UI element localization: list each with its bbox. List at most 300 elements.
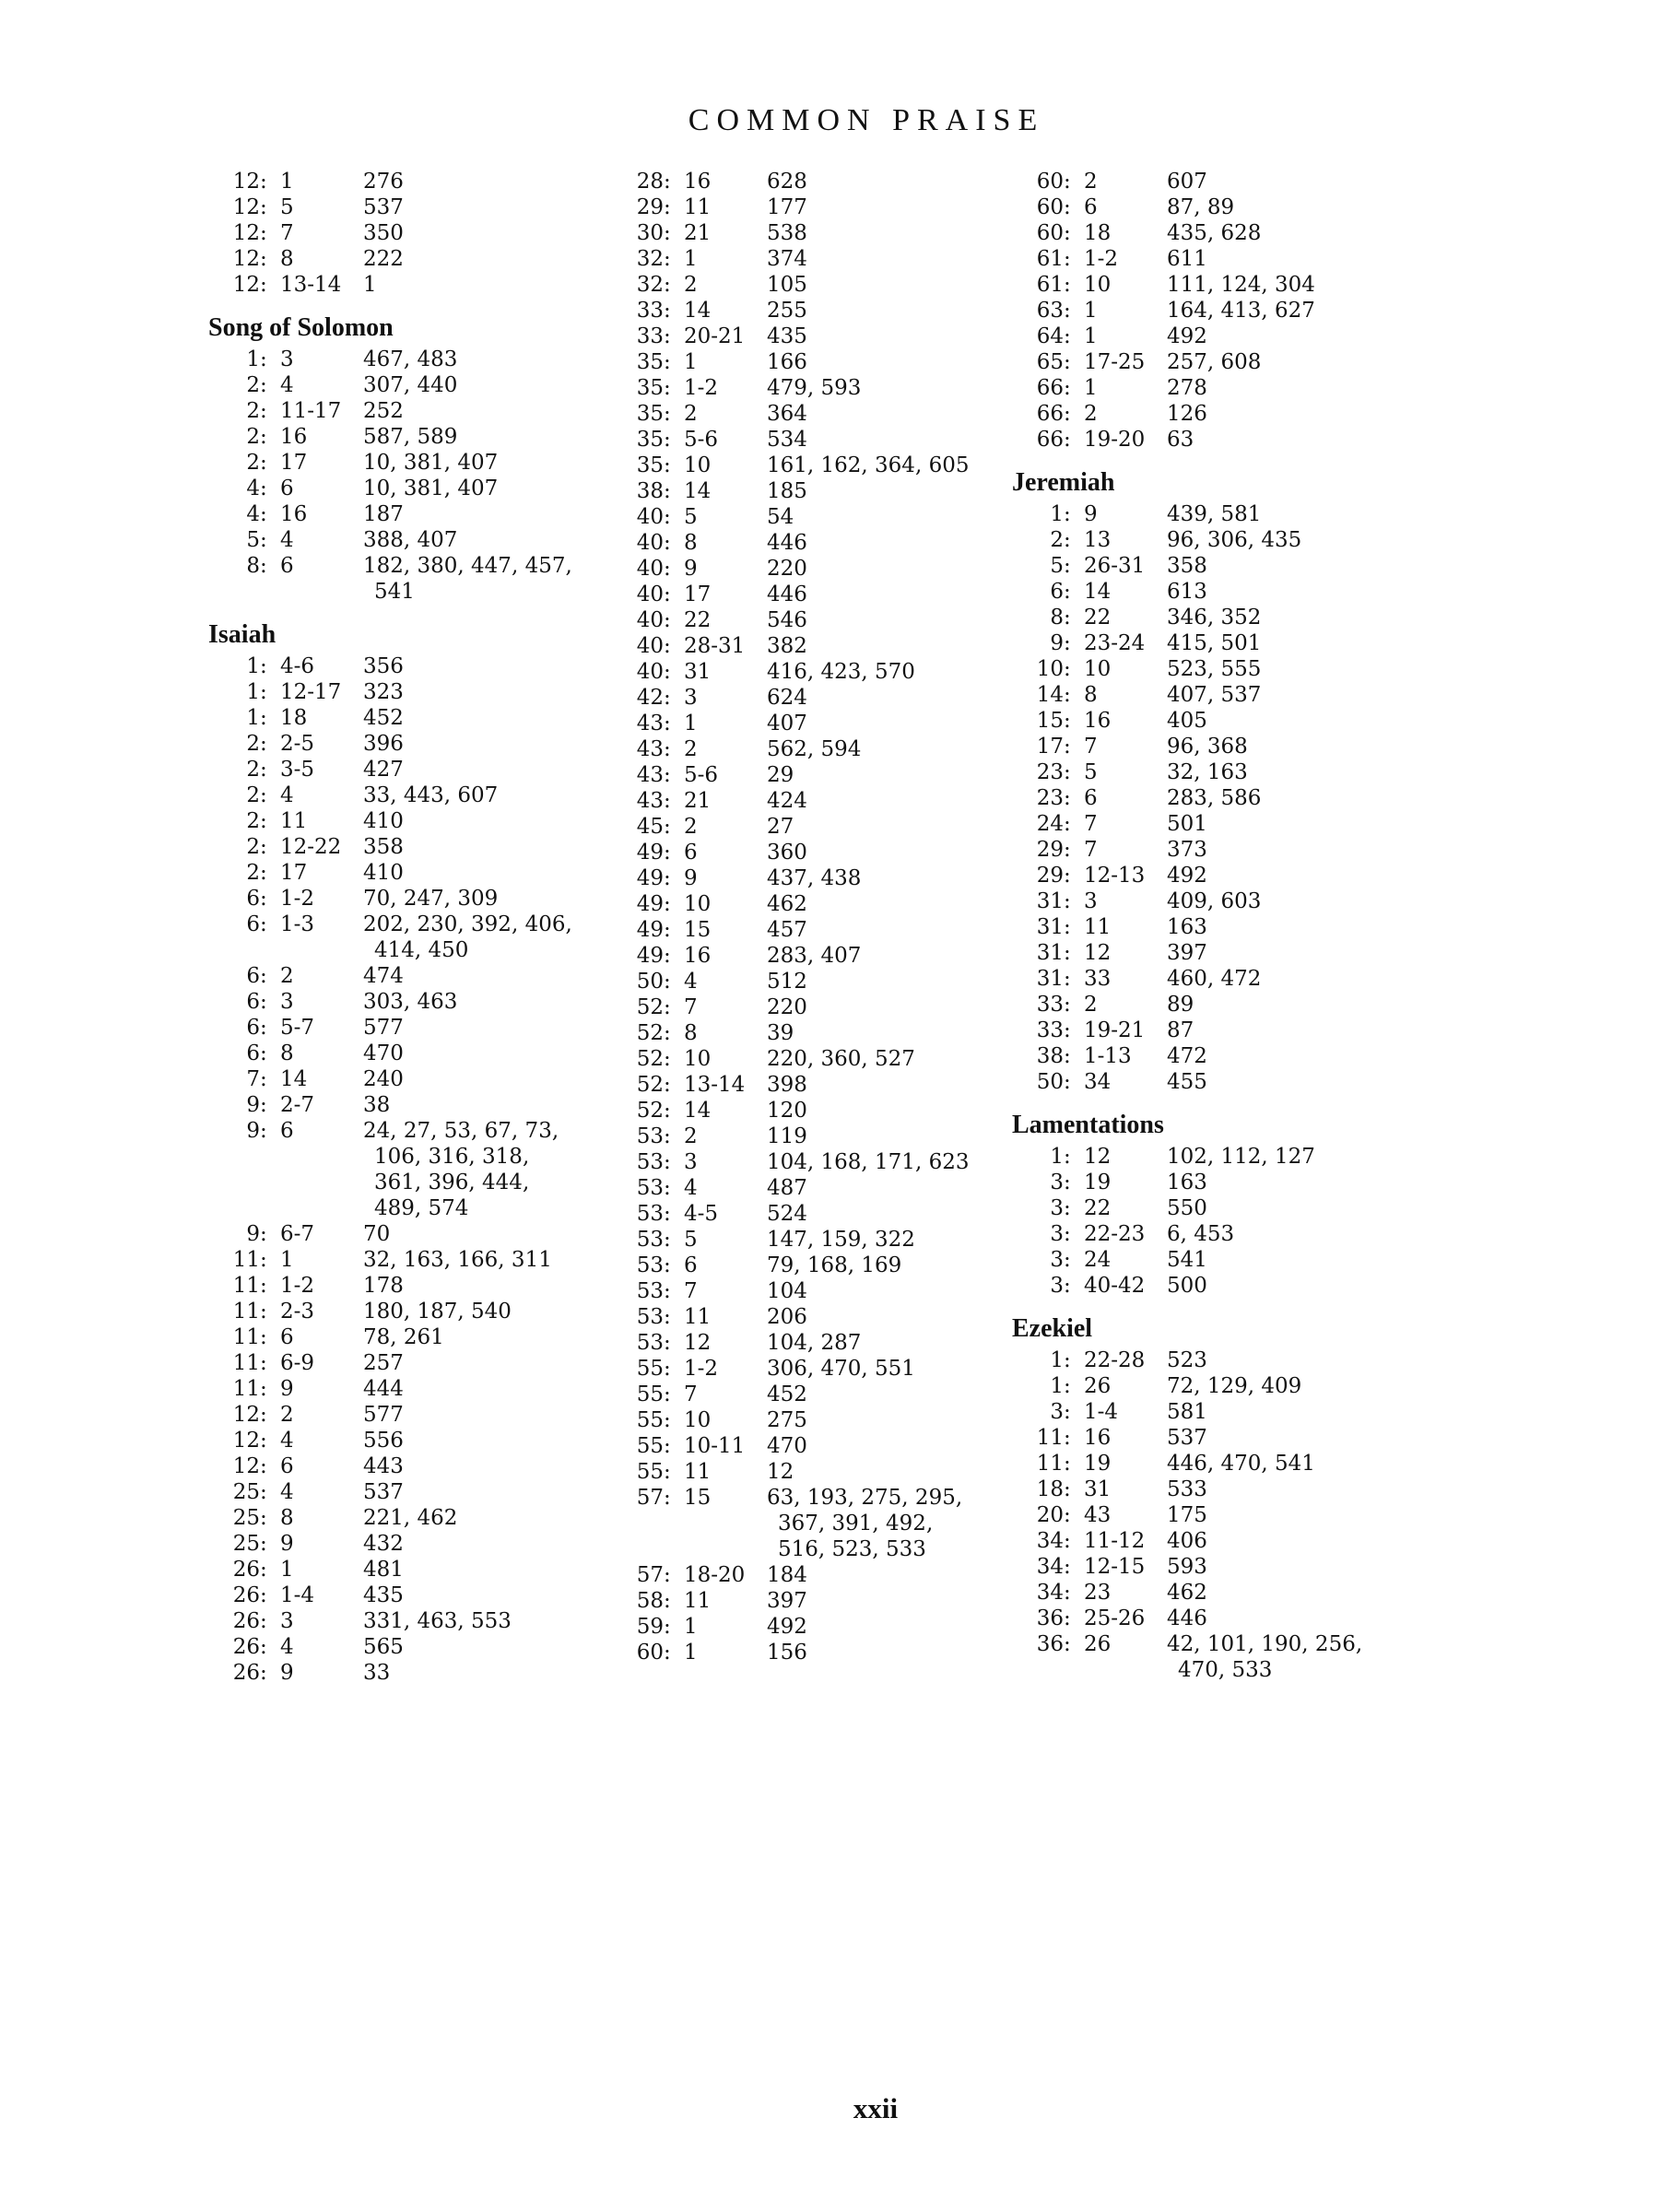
hymn-numbers-line: 323	[363, 680, 404, 704]
verse-reference: 7	[1084, 838, 1098, 862]
colon-separator: :	[260, 887, 267, 911]
index-entry	[618, 607, 1023, 633]
colon-separator: :	[260, 1403, 267, 1427]
chapter-number: 12	[232, 1454, 260, 1478]
hymn-numbers	[363, 1273, 619, 1299]
colon-separator: :	[664, 1486, 671, 1510]
hymn-numbers	[767, 530, 1023, 556]
chapter-number: 52	[636, 1073, 664, 1097]
index-entry	[214, 1583, 619, 1608]
colon-separator: :	[664, 789, 671, 813]
hymn-numbers-line: 42, 101, 190, 256,	[1167, 1632, 1363, 1656]
index-entry	[214, 1531, 619, 1557]
verse-reference: 2	[684, 815, 698, 839]
verse-reference: 13-14	[684, 1073, 746, 1097]
hymn-numbers-line: 410	[363, 861, 404, 885]
index-entry	[214, 169, 619, 194]
book-heading: Ezekiel	[1012, 1314, 1093, 1343]
chapter-number: 2	[246, 835, 260, 859]
index-entry	[1018, 734, 1423, 759]
index-entry	[1018, 1399, 1423, 1425]
hymn-numbers	[363, 963, 619, 989]
colon-separator: :	[664, 1357, 671, 1381]
verse-reference: 6	[280, 1325, 294, 1349]
chapter-number: 52	[636, 1047, 664, 1071]
chapter-number: 11	[232, 1325, 260, 1349]
hymn-numbers-line: 275	[767, 1408, 807, 1432]
verse-reference: 17	[280, 451, 308, 475]
colon-separator: :	[1064, 170, 1071, 194]
chapter-number: 60	[1036, 170, 1064, 194]
hymn-numbers-line: 32, 163	[1167, 760, 1248, 784]
colon-separator: :	[1064, 1400, 1071, 1424]
chapter-number: 12	[232, 1403, 260, 1427]
verse-reference: 1	[1084, 376, 1098, 400]
index-entry	[618, 427, 1023, 453]
colon-separator: :	[664, 402, 671, 426]
chapter-number: 49	[636, 918, 664, 942]
colon-separator: :	[1064, 221, 1071, 245]
colon-separator: :	[1064, 1145, 1071, 1169]
hymn-numbers	[1167, 501, 1423, 527]
hymn-numbers-line: 443	[363, 1454, 404, 1478]
hymn-numbers-line: 611	[1167, 247, 1207, 271]
index-entry	[1018, 1247, 1423, 1273]
colon-separator: :	[260, 528, 267, 552]
colon-separator: :	[260, 347, 267, 371]
index-entry	[618, 840, 1023, 865]
chapter-number: 34	[1036, 1581, 1064, 1605]
verse-reference: 6	[280, 477, 294, 500]
book-heading: Isaiah	[208, 620, 276, 649]
colon-separator: :	[260, 1067, 267, 1091]
colon-separator: :	[1064, 657, 1071, 681]
index-entry	[618, 298, 1023, 324]
hymn-numbers-line: 474	[363, 964, 404, 988]
hymn-numbers	[767, 1278, 1023, 1304]
hymn-numbers	[1167, 1606, 1423, 1631]
verse-reference: 1	[1084, 299, 1098, 323]
hymn-numbers-line: 303, 463	[363, 990, 458, 1014]
index-entry	[1018, 553, 1423, 579]
colon-separator: :	[664, 1589, 671, 1613]
hymn-numbers	[1167, 1221, 1423, 1247]
colon-separator: :	[260, 1222, 267, 1246]
hymn-numbers-line: 221, 462	[363, 1506, 458, 1530]
verse-reference: 11	[1084, 915, 1112, 939]
colon-separator: :	[664, 995, 671, 1019]
verse-reference: 11-12	[1084, 1529, 1146, 1553]
index-entry	[214, 1041, 619, 1066]
verse-reference: 22	[684, 608, 712, 632]
verse-reference: 9	[684, 557, 698, 581]
hymn-numbers-line: 446, 470, 541	[1167, 1452, 1315, 1476]
hymn-numbers-line: 87, 89	[1167, 195, 1235, 219]
index-entry	[618, 1459, 1023, 1485]
colon-separator: :	[260, 425, 267, 449]
hymn-numbers	[1167, 194, 1423, 220]
hymn-numbers	[767, 1020, 1023, 1046]
hymn-numbers-line: 89	[1167, 993, 1194, 1017]
hymn-numbers-line: 120	[767, 1099, 807, 1123]
colon-separator: :	[1064, 1503, 1071, 1527]
hymn-numbers-line: 382	[767, 634, 807, 658]
chapter-number: 32	[636, 273, 664, 297]
hymn-numbers	[1167, 553, 1423, 579]
hymn-numbers	[363, 1376, 619, 1402]
hymn-numbers-line: 397	[767, 1589, 807, 1613]
hymn-numbers	[767, 582, 1023, 607]
hymn-numbers	[363, 1557, 619, 1583]
hymn-numbers	[363, 1453, 619, 1479]
colon-separator: :	[260, 1454, 267, 1478]
hymn-numbers	[363, 1066, 619, 1092]
index-entry	[1018, 1502, 1423, 1528]
verse-reference: 1	[684, 1615, 698, 1639]
chapter-number: 40	[636, 634, 664, 658]
index-entry	[618, 556, 1023, 582]
index-column-1	[208, 169, 619, 1686]
colon-separator: :	[1064, 1606, 1071, 1630]
hymn-numbers-line: 102, 112, 127	[1167, 1145, 1315, 1169]
verse-reference: 13-14	[280, 273, 342, 297]
hymn-numbers	[1167, 837, 1423, 863]
chapter-number: 1	[1050, 1145, 1064, 1169]
colon-separator: :	[260, 273, 267, 297]
index-entry	[618, 762, 1023, 788]
verse-reference: 4-6	[280, 654, 315, 678]
verse-reference: 2-3	[280, 1300, 315, 1324]
verse-reference: 7	[280, 221, 294, 245]
colon-separator: :	[664, 970, 671, 994]
chapter-number: 36	[1036, 1632, 1064, 1656]
hymn-numbers	[1167, 1247, 1423, 1273]
chapter-number: 66	[1036, 376, 1064, 400]
hymn-numbers	[1167, 1347, 1423, 1373]
chapter-number: 12	[232, 221, 260, 245]
chapter-number: 43	[636, 712, 664, 735]
verse-reference: 16	[1084, 709, 1112, 733]
hymn-numbers	[1167, 785, 1423, 811]
hymn-numbers	[363, 501, 619, 527]
hymn-numbers	[767, 1459, 1023, 1485]
hymn-numbers	[363, 912, 619, 963]
book-heading: Jeremiah	[1012, 468, 1115, 497]
verse-reference: 3	[280, 347, 294, 371]
verse-reference: 18-20	[684, 1563, 746, 1587]
verse-reference: 8	[280, 247, 294, 271]
index-entry	[618, 659, 1023, 685]
hymn-numbers	[1167, 708, 1423, 734]
index-entry	[1018, 888, 1423, 914]
index-entry	[214, 398, 619, 424]
hymn-numbers	[767, 1433, 1023, 1459]
verse-reference: 9	[280, 1661, 294, 1685]
verse-reference: 11-17	[280, 399, 342, 423]
index-entry	[618, 1201, 1023, 1227]
colon-separator: :	[1064, 402, 1071, 426]
hymn-numbers-line: 550	[1167, 1196, 1207, 1220]
chapter-number: 49	[636, 841, 664, 865]
verse-reference: 12	[684, 1331, 712, 1355]
hymn-numbers	[363, 1634, 619, 1660]
chapter-number: 3	[1050, 1274, 1064, 1298]
index-entry	[618, 1433, 1023, 1459]
chapter-number: 52	[636, 1099, 664, 1123]
colon-separator: :	[260, 1609, 267, 1633]
hymn-numbers-line: 10, 381, 407	[363, 451, 499, 475]
hymn-numbers-line: 587, 589	[363, 425, 458, 449]
index-entry	[214, 886, 619, 912]
colon-separator: :	[664, 1331, 671, 1355]
chapter-number: 59	[636, 1615, 664, 1639]
colon-separator: :	[664, 686, 671, 710]
hymn-numbers	[363, 246, 619, 272]
index-entry	[618, 401, 1023, 427]
verse-reference: 19-21	[1084, 1018, 1146, 1042]
verse-reference: 2	[1084, 402, 1098, 426]
hymn-numbers	[767, 1356, 1023, 1382]
hymn-numbers	[767, 324, 1023, 349]
hymn-numbers-line: 358	[1167, 554, 1207, 578]
index-entry	[618, 1614, 1023, 1640]
index-entry	[618, 1227, 1023, 1253]
hymn-numbers	[1167, 298, 1423, 324]
hymn-numbers-line: 487	[767, 1176, 807, 1200]
chapter-number: 32	[636, 247, 664, 271]
chapter-number: 7	[246, 1067, 260, 1091]
index-entry	[618, 685, 1023, 711]
chapter-number: 2	[246, 758, 260, 782]
hymn-numbers-line: 54	[767, 505, 794, 529]
colon-separator: :	[1064, 864, 1071, 888]
index-entry	[618, 1356, 1023, 1382]
verse-reference: 33	[1084, 967, 1112, 991]
chapter-number: 11	[232, 1377, 260, 1401]
index-entry	[1018, 1043, 1423, 1069]
hymn-numbers-line: 220, 360, 527	[767, 1047, 915, 1071]
index-entry	[1018, 375, 1423, 401]
verse-reference: 3	[684, 1150, 698, 1174]
colon-separator: :	[664, 1124, 671, 1148]
verse-reference: 13	[1084, 528, 1112, 552]
index-entry	[618, 1046, 1023, 1072]
index-entry	[214, 424, 619, 450]
index-column-2	[618, 169, 1023, 1665]
chapter-number: 40	[636, 531, 664, 555]
hymn-numbers-line: 70	[363, 1222, 391, 1246]
chapter-number: 1	[246, 706, 260, 730]
verse-reference: 19-20	[1084, 428, 1146, 452]
verse-reference: 18	[280, 706, 308, 730]
hymn-numbers	[1167, 940, 1423, 966]
verse-reference: 4	[280, 528, 294, 552]
index-entry	[618, 1640, 1023, 1665]
hymn-numbers-line: 33	[363, 1661, 391, 1685]
index-entry	[1018, 1144, 1423, 1170]
index-entry	[618, 1278, 1023, 1304]
page-header: COMMON PRAISE	[688, 103, 1045, 137]
colon-separator: :	[664, 866, 671, 890]
chapter-number: 25	[232, 1480, 260, 1504]
colon-separator: :	[664, 195, 671, 219]
index-entry	[1018, 220, 1423, 246]
verse-reference: 1-4	[1084, 1400, 1119, 1424]
hymn-numbers	[767, 272, 1023, 298]
verse-reference: 11	[684, 195, 712, 219]
colon-separator: :	[664, 1099, 671, 1123]
chapter-number: 53	[636, 1279, 664, 1303]
colon-separator: :	[260, 732, 267, 756]
chapter-number: 31	[1036, 941, 1064, 965]
hymn-numbers-line: 405	[1167, 709, 1207, 733]
index-entry	[214, 912, 619, 963]
hymn-numbers	[363, 705, 619, 731]
verse-reference: 5-6	[684, 763, 719, 787]
hymn-numbers	[363, 1118, 619, 1221]
hymn-numbers	[767, 943, 1023, 969]
index-entry	[1018, 527, 1423, 553]
index-entry	[214, 782, 619, 808]
chapter-number: 26	[232, 1609, 260, 1633]
verse-reference: 3	[684, 686, 698, 710]
verse-reference: 8	[280, 1041, 294, 1065]
index-entry	[1018, 759, 1423, 785]
book-heading: Lamentations	[1012, 1111, 1164, 1139]
chapter-number: 12	[232, 170, 260, 194]
hymn-numbers-line: 63, 193, 275, 295,	[767, 1486, 963, 1510]
hymn-numbers-line: 32, 163, 166, 311	[363, 1248, 552, 1272]
hymn-numbers-line: 276	[363, 170, 404, 194]
chapter-number: 33	[636, 299, 664, 323]
chapter-number: 58	[636, 1589, 664, 1613]
chapter-number: 60	[1036, 195, 1064, 219]
hymn-numbers-line: 541	[1167, 1248, 1207, 1272]
chapter-number: 40	[636, 505, 664, 529]
hymn-numbers	[767, 1614, 1023, 1640]
verse-reference: 22	[1084, 1196, 1112, 1220]
chapter-number: 11	[232, 1300, 260, 1324]
hymn-numbers	[363, 450, 619, 476]
colon-separator: :	[664, 1563, 671, 1587]
verse-reference: 1-2	[1084, 247, 1119, 271]
chapter-number: 2	[246, 861, 260, 885]
colon-separator: :	[664, 453, 671, 477]
chapter-number: 23	[1036, 786, 1064, 810]
verse-reference: 8	[1084, 683, 1098, 707]
verse-reference: 2	[684, 402, 698, 426]
hymn-numbers	[363, 424, 619, 450]
chapter-number: 36	[1036, 1606, 1064, 1630]
index-entry	[1018, 992, 1423, 1018]
hymn-numbers	[767, 427, 1023, 453]
hymn-numbers-line: 489, 574	[374, 1196, 469, 1220]
hymn-numbers-line: 367, 391, 492,	[778, 1512, 934, 1535]
verse-reference: 1	[1084, 324, 1098, 348]
colon-separator: :	[1064, 1274, 1071, 1298]
chapter-number: 43	[636, 789, 664, 813]
hymn-numbers-line: 397	[1167, 941, 1207, 965]
verse-reference: 5-6	[684, 428, 719, 452]
chapter-number: 49	[636, 944, 664, 968]
colon-separator: :	[664, 1253, 671, 1277]
hymn-numbers-line: 163	[1167, 1171, 1207, 1194]
colon-separator: :	[664, 273, 671, 297]
hymn-numbers	[767, 349, 1023, 375]
chapter-number: 17	[1036, 735, 1064, 759]
colon-separator: :	[1064, 889, 1071, 913]
hymn-numbers-line: 252	[363, 399, 404, 423]
chapter-number: 40	[636, 582, 664, 606]
index-entry	[618, 969, 1023, 994]
colon-separator: :	[260, 1300, 267, 1324]
verse-reference: 4	[280, 783, 294, 807]
verse-reference: 28-31	[684, 634, 746, 658]
colon-separator: :	[1064, 1171, 1071, 1194]
hymn-numbers	[363, 860, 619, 886]
verse-reference: 2	[280, 1403, 294, 1427]
hymn-numbers-line: 166	[767, 350, 807, 374]
colon-separator: :	[260, 1093, 267, 1117]
colon-separator: :	[664, 1150, 671, 1174]
hymn-numbers-line: 396	[363, 732, 404, 756]
index-entry	[618, 582, 1023, 607]
colon-separator: :	[260, 1661, 267, 1685]
colon-separator: :	[260, 835, 267, 859]
hymn-numbers	[767, 194, 1023, 220]
index-entry	[1018, 1347, 1423, 1373]
hymn-numbers-line: 356	[363, 654, 404, 678]
hymn-numbers-line: 29	[767, 763, 794, 787]
hymn-numbers-line: 78, 261	[363, 1325, 444, 1349]
hymn-numbers	[767, 1201, 1023, 1227]
hymn-numbers-line: 360	[767, 841, 807, 865]
verse-reference: 1-2	[280, 887, 315, 911]
verse-reference: 10-11	[684, 1434, 746, 1458]
hymn-numbers	[1167, 375, 1423, 401]
chapter-number: 53	[636, 1228, 664, 1252]
verse-reference: 9	[684, 866, 698, 890]
hymn-numbers-line: 63	[1167, 428, 1194, 452]
verse-reference: 4	[280, 1480, 294, 1504]
chapter-number: 1	[246, 654, 260, 678]
colon-separator: :	[664, 376, 671, 400]
index-entry	[214, 372, 619, 398]
verse-reference: 2-5	[280, 732, 315, 756]
hymn-numbers	[363, 1660, 619, 1686]
colon-separator: :	[260, 1325, 267, 1349]
verse-reference: 5-7	[280, 1016, 315, 1040]
verse-reference: 6-9	[280, 1351, 315, 1375]
hymn-numbers-line: 410	[363, 809, 404, 833]
hymn-numbers	[363, 1505, 619, 1531]
chapter-number: 2	[246, 425, 260, 449]
colon-separator: :	[1064, 735, 1071, 759]
hymn-numbers-line: 435, 628	[1167, 221, 1262, 245]
index-entry	[214, 347, 619, 372]
index-entry	[1018, 682, 1423, 708]
hymn-numbers	[767, 1330, 1023, 1356]
verse-reference: 7	[684, 1382, 698, 1406]
chapter-number: 35	[636, 350, 664, 374]
index-entry	[214, 553, 619, 605]
chapter-number: 40	[636, 557, 664, 581]
hymn-numbers	[363, 1092, 619, 1118]
hymn-numbers-line: 374	[767, 247, 807, 271]
verse-reference: 19	[1084, 1452, 1112, 1476]
verse-reference: 1-2	[280, 1274, 315, 1298]
verse-reference: 2	[684, 737, 698, 761]
